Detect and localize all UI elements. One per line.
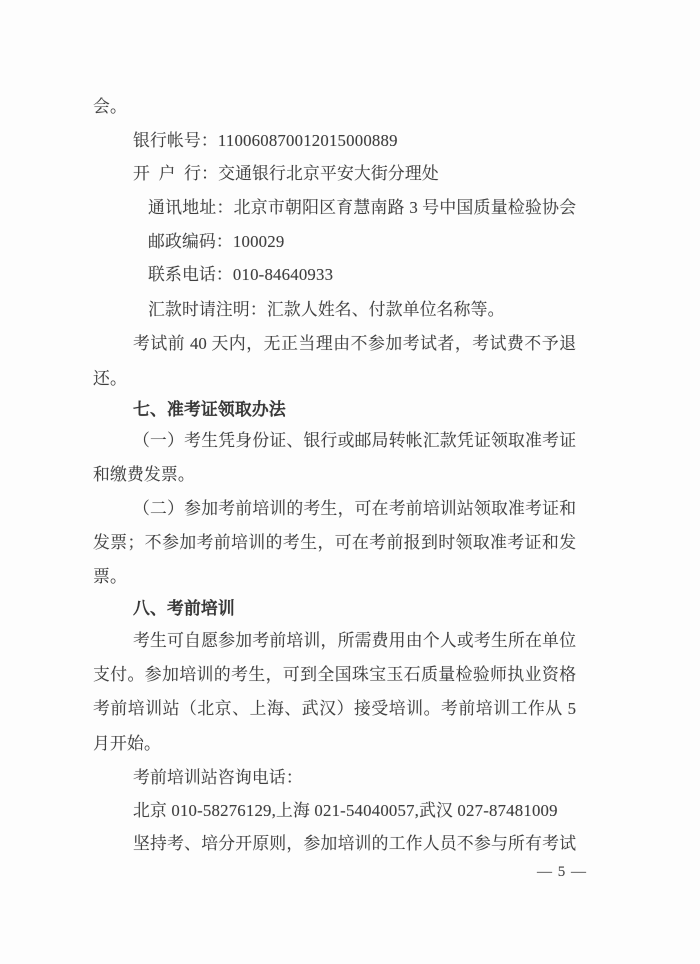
section-7-item-2-line-1: （二）参加考前培训的考生，可在考前培训站领取准考证和 bbox=[133, 499, 576, 518]
remittance-note-line: 汇款时请注明：汇款人姓名、付款单位名称等。 bbox=[148, 300, 505, 319]
training-para-line-3: 考前培训站（北京、上海、武汉）接受培训。考前培训工作从 5 bbox=[93, 699, 576, 718]
training-phone-label-line: 考前培训站咨询电话： bbox=[133, 768, 303, 787]
postal-code-line: 邮政编码：100029 bbox=[148, 232, 285, 251]
page-number: — 5 — bbox=[537, 864, 587, 880]
contact-phone-line: 联系电话：010-84640933 bbox=[148, 265, 334, 284]
mailing-address-line: 通讯地址：北京市朝阳区育慧南路 3 号中国质量检验协会 bbox=[148, 198, 576, 217]
section-7-item-2-line-3: 票。 bbox=[93, 567, 127, 586]
refund-policy-line-2: 还。 bbox=[93, 369, 127, 388]
training-phone-numbers-line: 北京 010-58276129,上海 021-54040057,武汉 027-87481009 bbox=[133, 801, 558, 820]
section-7-heading: 七、准考证领取办法 bbox=[133, 400, 286, 419]
section-7-item-2-line-2: 发票；不参加考前培训的考生，可在考前报到时领取准考证和发 bbox=[93, 533, 576, 552]
training-para-line-2: 支付。参加培训的考生，可到全国珠宝玉石质量检验师执业资格 bbox=[93, 665, 576, 684]
bank-branch-line: 开 户 行：交通银行北京平安大街分理处 bbox=[133, 164, 439, 183]
training-para-line-1: 考生可自愿参加考前培训，所需费用由个人或考生所在单位 bbox=[133, 631, 576, 650]
bank-account-line: 银行帐号：110060870012015000889 bbox=[133, 131, 398, 150]
training-para-line-4: 月开始。 bbox=[93, 734, 161, 753]
section-7-item-1-line-2: 和缴费发票。 bbox=[93, 465, 195, 484]
refund-policy-line-1: 考试前 40 天内，无正当理由不参加考试者，考试费不予退 bbox=[133, 334, 576, 353]
exam-training-separation-line: 坚持考、培分开原则，参加培训的工作人员不参与所有考试 bbox=[133, 834, 576, 853]
paragraph-tail-line: 会。 bbox=[93, 97, 127, 116]
section-7-item-1-line-1: （一）考生凭身份证、银行或邮局转帐汇款凭证领取准考证 bbox=[133, 431, 576, 450]
section-8-heading: 八、考前培训 bbox=[133, 599, 235, 618]
